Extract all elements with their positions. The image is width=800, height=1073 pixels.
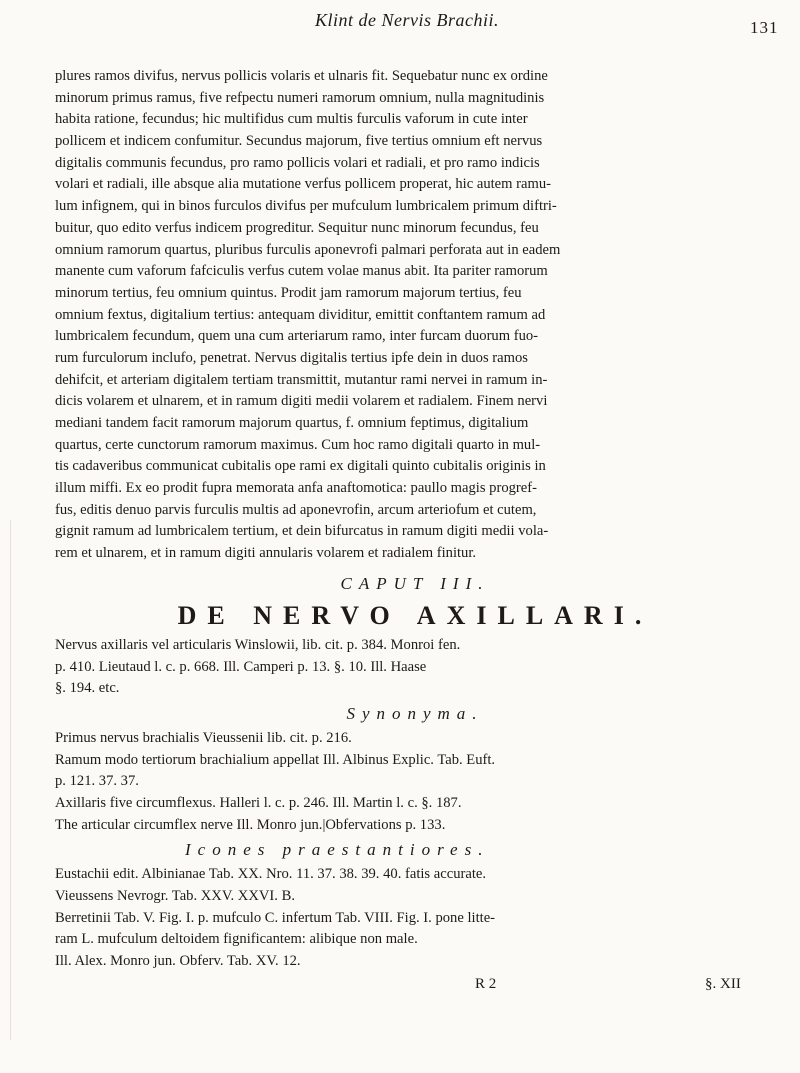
icon-reference-line: ram L. mufculum deltoidem fignificantem: alibique non male. — [55, 931, 418, 948]
text-line: volari et radiali, ille absque alia mutatione verfus pollicem properat, hic autem ramu- — [55, 176, 552, 193]
text-line: omnium fextus, digitalium tertius: antequam dividitur, emittit conftantem ramum ad — [55, 306, 546, 323]
icones-list — [55, 864, 775, 972]
text-line: buitur, quo edito verfus indicem progreditur. Sequitur nunc minorum fecundus, feu — [55, 219, 539, 236]
synonym-line: Axillaris five circumflexus. Halleri l. c. p. 246. Ill. Martin l. c. §. 187. — [55, 794, 462, 811]
reference-line: Nervus axillaris vel articularis Winslowii, lib. cit. p. 384. Monroi fen. — [55, 636, 461, 653]
catchword: §. XII — [705, 975, 741, 992]
references-block — [55, 635, 775, 700]
synonym-line: p. 121. 37. 37. — [55, 773, 139, 790]
running-title: Klint de Nervis Brachii. — [315, 10, 499, 30]
paragraph-median-nerve-ending — [55, 66, 775, 565]
text-block — [55, 66, 775, 995]
chapter-heading: CAPUT III. — [340, 573, 490, 593]
text-line: dicis volarem et ulnarem, et in ramum digiti medii volarem et radialem. Finem nervi — [55, 393, 548, 410]
text-line: minorum primus ramus, five refpectu numeri ramorum omnium, nulla magnitudinis — [55, 89, 545, 106]
text-line: habita ratione, fecundus; hic multifidus cum multis furculis vaforum in cute inter — [55, 111, 528, 128]
text-line: mediani tandem facit ramorum majorum quartus, f. omnium feptimus, digitalium — [55, 415, 529, 431]
synonym-line: The articular circumflex nerve Ill. Monro jun.|Obfervations p. 133. — [55, 816, 446, 833]
page-number: 131 — [750, 18, 779, 37]
icon-reference-line: Vieussens Nevrogr. Tab. XXV. XXVI. B. — [55, 888, 295, 904]
text-line: fus, editis denuo parvis furculis multis ad aponevrofin, arcum arteriofum et cutem, — [55, 501, 537, 518]
text-line: illum miffi. Ex eo prodit fupra memorata anfa anaftomotica: paullo magis progref- — [55, 480, 537, 497]
icon-reference-line: Berretinii Tab. V. Fig. I. p. mufculo C. infertum Tab. VIII. Fig. I. pone litte- — [55, 909, 496, 926]
text-line: rum furculorum inclufo, penetrat. Nervus digitalis tertius ipfe dein in duos ramos — [55, 349, 528, 366]
text-line: digitalis communis fecundus, pro ramo pollicis volari et radiali, et pro ramo indicis — [55, 154, 540, 171]
page-footer — [55, 973, 775, 995]
icon-reference-line: Ill. Alex. Monro jun. Obferv. Tab. XV. 12. — [55, 953, 301, 970]
text-line: lumbricalem fecundum, quem una cum arteriarum ramo, inter furcam duorum fuo- — [55, 328, 539, 345]
binding-shadow — [10, 520, 11, 1040]
running-head — [0, 6, 800, 46]
text-line: plures ramos divifus, nervus pollicis volaris et ulnaris fit. Sequebatur nunc ex ordine — [55, 68, 548, 84]
text-line: gignit ramum ad lumbricalem tertium, et dein bifurcatus in ramum digiti medii vola- — [55, 523, 549, 540]
synonyma-list — [55, 728, 775, 836]
synonym-line: Primus nervus brachialis Vieussenii lib. cit. p. 216. — [55, 729, 352, 746]
text-line: quartus, certe cunctorum ramorum maximus. Cum hoc ramo digitali quarto in mul- — [55, 436, 541, 453]
text-line: omnium ramorum quartus, pluribus furculis aponevrofi palmari perforata aut in eadem — [55, 241, 561, 258]
text-line: minorum tertius, feu omnium quintus. Prodit jam ramorum majorum tertius, feu — [55, 284, 522, 301]
section-title: DE NERVO AXILLARI. — [177, 600, 653, 630]
text-line: pollicem et indicem confumitur. Secundus majorum, five tertius omnium eft nervus — [55, 133, 543, 150]
synonyma-heading: Synonyma. — [346, 703, 484, 723]
signature-mark: R 2 — [475, 975, 497, 992]
icones-heading: Icones praestantiores. — [185, 840, 490, 860]
icon-reference-line: Eustachii edit. Albinianae Tab. XX. Nro. 11. 37. 38. 39. 40. fatis accurate. — [55, 866, 487, 883]
synonym-line: Ramum modo tertiorum brachialium appellat Ill. Albinus Explic. Tab. Euft. — [55, 751, 496, 768]
text-line: rem et ulnarem, et in ramum digiti annularis volarem et radialem finitur. — [55, 545, 477, 562]
reference-line: p. 410. Lieutaud l. c. p. 668. Ill. Camperi p. 13. §. 10. Ill. Haase — [55, 658, 427, 675]
text-line: manente cum vaforum fafciculis verfus cutem volae manus abit. Ita pariter ramorum — [55, 263, 548, 280]
text-line: lum infignem, qui in binos furculos divifus per mufculum lumbricalem primum diftri- — [55, 198, 557, 215]
text-line: dehifcit, et arteriam digitalem tertiam transmittit, mutantur rami nervei in ramum in- — [55, 371, 548, 388]
text-line: tis cadaveribus communicat cubitalis ope rami ex digitali quinto cubitalis originis in — [55, 458, 546, 475]
reference-line: §. 194. etc. — [55, 680, 120, 697]
